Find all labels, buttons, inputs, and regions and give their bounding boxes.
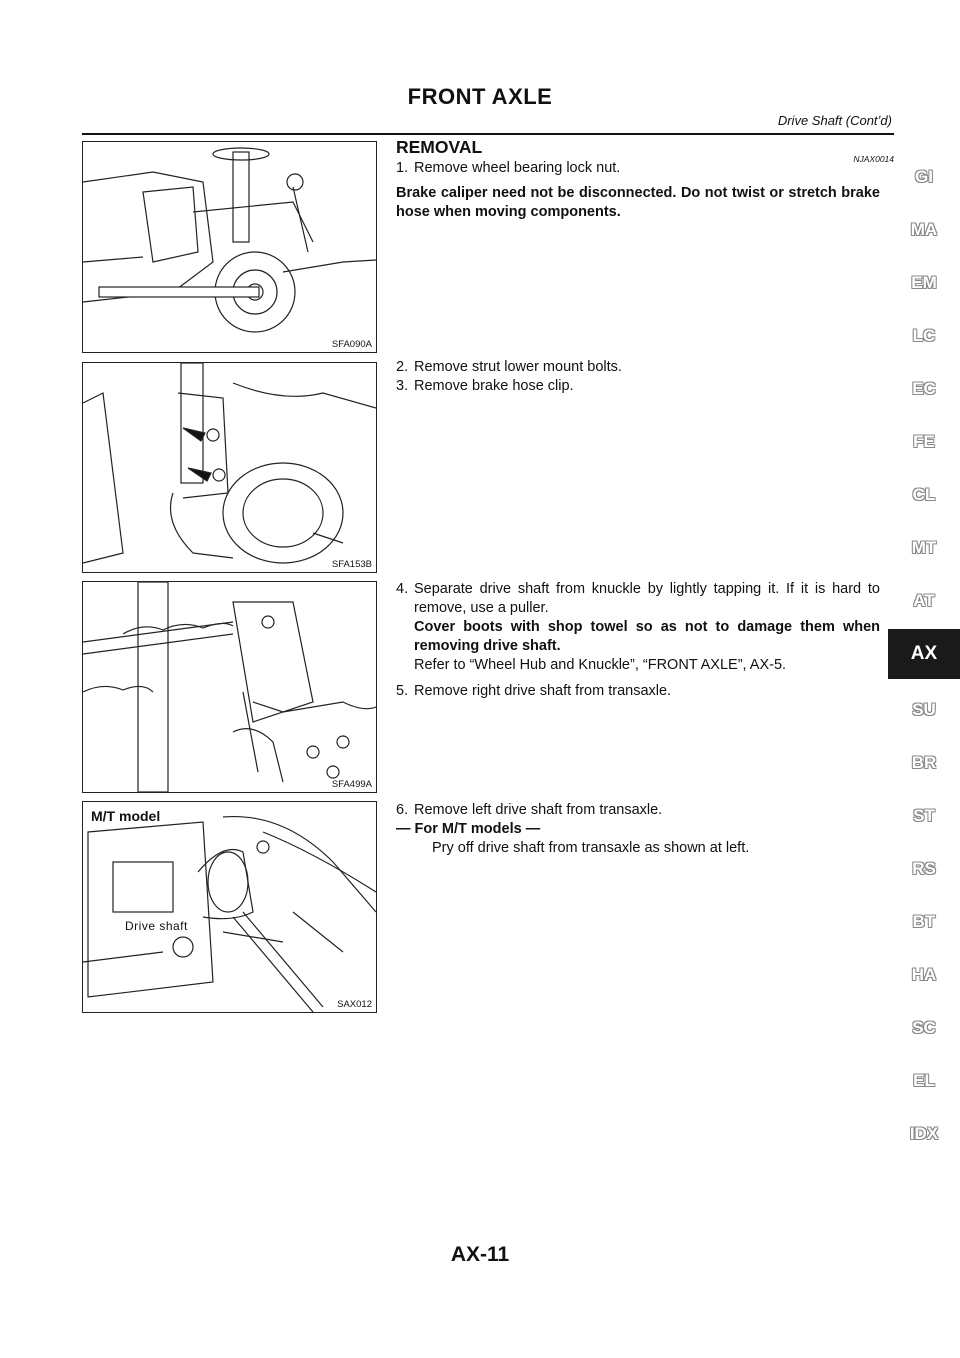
section-code: NJAX0014 [853,154,894,164]
tab-ma[interactable]: MA [910,219,938,239]
tab-em[interactable]: EM [911,272,937,292]
step-number: 2. [396,359,409,375]
tab-ha[interactable]: HA [911,964,937,984]
page-header-title: FRONT AXLE [407,84,553,109]
tab-lc[interactable]: LC [912,325,936,345]
tab-sc[interactable]: SC [912,1017,936,1037]
figure-wheel-bearing [82,141,377,353]
step-5 [396,682,880,701]
figure-drawing [83,363,376,572]
step-number: 5. [396,683,409,699]
tab-br[interactable]: BR [911,752,937,772]
step-2 [396,358,880,377]
figure-strut-mount [82,362,377,573]
figure-id: SFA499A [331,779,372,790]
step-4 [396,580,880,675]
text-block-3 [396,580,880,701]
section-index-tabs [888,150,960,1160]
figure-id: SAX012 [337,999,372,1010]
step-text: Remove brake hose clip. [414,378,574,394]
step-6 [396,801,880,820]
figure-drive-shaft-knuckle [82,581,377,793]
step-number: 4. [396,581,409,597]
tab-ec[interactable]: EC [912,378,936,398]
step-text: Remove right drive shaft from transaxle. [414,683,672,699]
text-block-2 [396,358,880,396]
step-3 [396,377,880,396]
figure-id: SFA153B [331,559,372,570]
tab-su[interactable]: SU [912,699,936,719]
figure-label-drive-shaft: Drive shaft [125,919,188,933]
section-title: REMOVAL [396,137,483,157]
text-block-4 [396,801,880,858]
tab-at[interactable]: AT [913,590,935,610]
page-header-subtitle: Drive Shaft (Cont’d) [777,113,892,128]
step-6-text: Pry off drive shaft from transaxle as shown at left. [432,840,750,856]
step-number: 6. [396,802,409,818]
tab-rs[interactable]: RS [912,858,936,878]
figure-drawing [83,582,376,792]
tab-st[interactable]: ST [913,805,935,825]
page-number: AX-11 [450,1243,510,1266]
step-text: Remove wheel bearing lock nut. [414,160,621,176]
header-rule [82,133,894,135]
step-text: Remove left drive shaft from transaxle. [414,802,663,818]
figure-mt-drive-shaft [82,801,377,1013]
figure-drawing [83,142,376,352]
tab-gi[interactable]: GI [915,166,933,186]
step-6-subheading: — For M/T models — [396,821,541,837]
figure-id: SFA090A [331,339,372,350]
figure-label-mt-model: M/T model [91,808,161,824]
tab-idx[interactable]: IDX [909,1123,939,1143]
tab-mt[interactable]: MT [911,537,937,557]
tab-ax-active[interactable]: AX [888,629,960,679]
step-number: 3. [396,378,409,394]
tab-fe[interactable]: FE [913,431,935,451]
tab-cl[interactable]: CL [912,484,936,504]
step-1 [396,159,880,178]
text-block-1 [396,138,880,229]
step-4-note: Cover boots with shop towel so as not to damage them when removing drive shaft. [414,619,880,654]
figure-drawing [83,802,376,1012]
step-number: 1. [396,160,409,176]
tab-el[interactable]: EL [913,1070,935,1090]
step-4-reference: Refer to “Wheel Hub and Knuckle”, “FRONT AXLE”, AX-5. [414,657,787,673]
tab-bt[interactable]: BT [912,911,936,931]
step-text: Separate drive shaft from knuckle by lightly tapping it. If it is hard to remove, use a puller. [414,581,880,616]
step-text: Remove strut lower mount bolts. [414,359,622,375]
step-1-note: Brake caliper need not be disconnected. Do not twist or stretch brake hose when moving components. [396,185,880,220]
